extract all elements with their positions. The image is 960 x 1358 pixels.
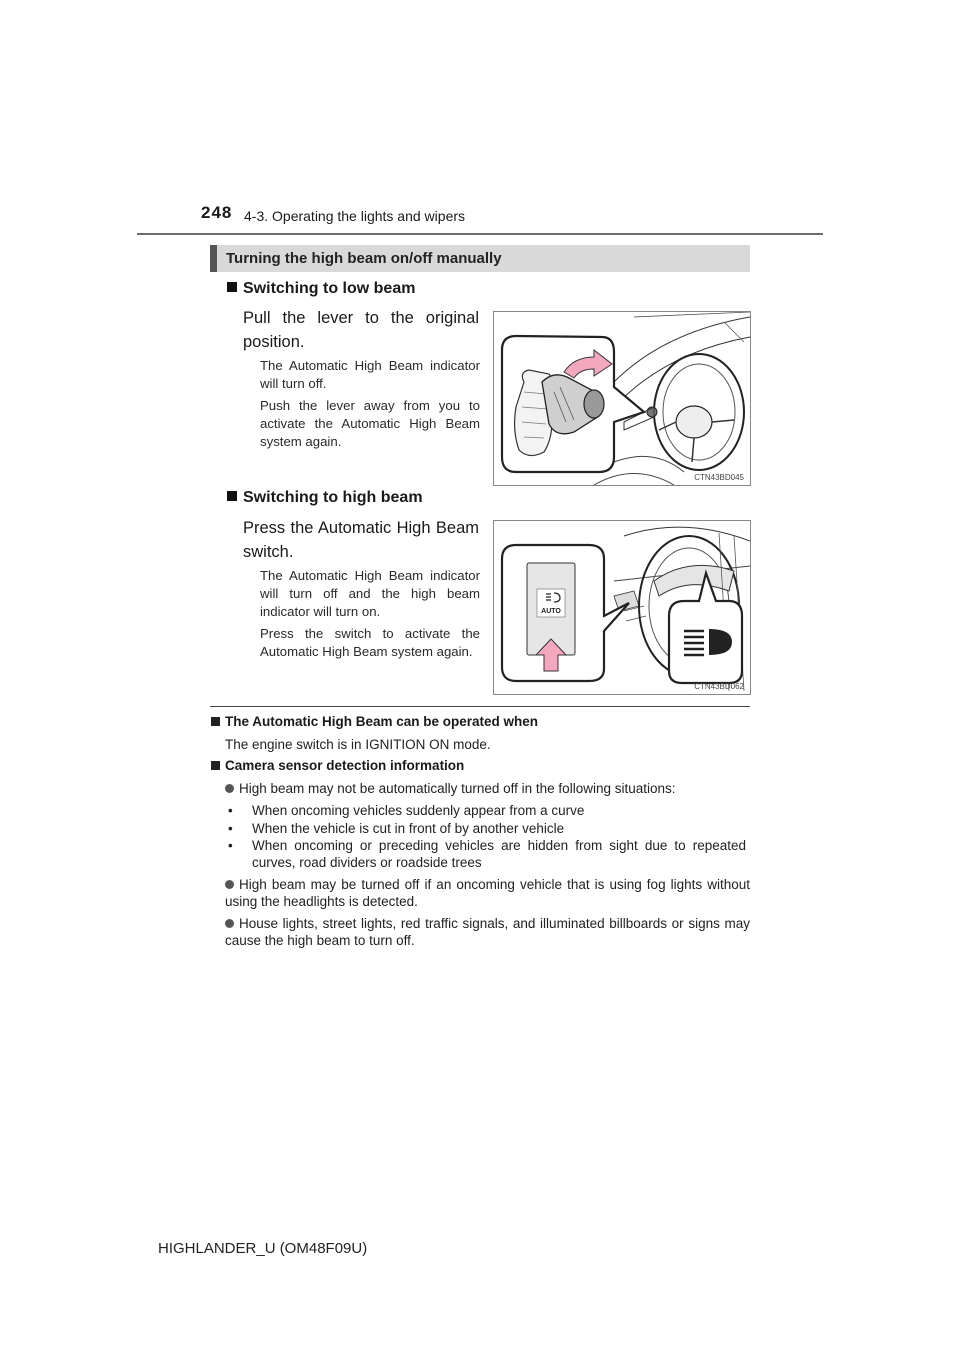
page-number: 248	[201, 203, 233, 222]
auto-switch-label: AUTO	[541, 608, 561, 615]
section-title-bar	[210, 245, 750, 272]
camera-heading: Camera sensor detection information	[211, 758, 464, 773]
low-beam-note-2: Push the lever away from you to activate the Automatic High Beam system again.	[260, 398, 480, 449]
high-beam-figure	[493, 520, 751, 695]
section-accent	[210, 245, 217, 272]
camera-bullet-2: High beam may be turned off if an oncoming vehicle that is using fog lights without using the headlights is detected.	[225, 877, 750, 909]
sub-bullet-2-text: When the vehicle is cut in front of by another vehicle	[252, 821, 565, 836]
sub-bullet-1: •	[228, 803, 241, 818]
sub-bullet-3: •	[228, 838, 241, 853]
header-rule	[137, 233, 823, 235]
high-beam-note-2: Press the switch to activate the Automatic High Beam system again.	[260, 626, 480, 659]
square-bullet-icon	[211, 717, 220, 726]
sub-bullet-1-text: When oncoming vehicles suddenly appear from a curve	[252, 803, 585, 818]
square-bullet-icon	[211, 761, 220, 770]
high-beam-note-1: The Automatic High Beam indicator will turn off and the high beam indicator will turn on.	[260, 568, 480, 619]
low-beam-figure-code: CTN43BD045	[694, 473, 744, 482]
high-beam-heading: Switching to high beam	[227, 489, 423, 507]
round-bullet-icon	[225, 919, 234, 928]
camera-bullet-1: High beam may not be automatically turned off in the following situations:	[225, 780, 750, 797]
low-beam-instruction: Pull the lever to the original position.	[243, 309, 479, 351]
round-bullet-icon	[225, 880, 234, 889]
running-head: 4-3. Operating the lights and wipers	[244, 208, 466, 224]
footer-model: HIGHLANDER_U (OM48F09U)	[158, 1240, 368, 1257]
dashboard-switch-illustration	[494, 521, 750, 694]
low-beam-figure	[493, 311, 751, 486]
operate-text: The engine switch is in IGNITION ON mode.	[225, 737, 491, 752]
sub-bullet-2: •	[228, 821, 241, 836]
camera-bullet-3: House lights, street lights, red traffic signals, and illuminated billboards or signs may cause the high beam to turn off.	[225, 916, 750, 948]
sub-bullet-3-text: When oncoming or preceding vehicles are hidden from sight due to repeated curves, road dividers or roadside trees	[252, 838, 746, 870]
steering-lever-illustration	[494, 312, 750, 485]
low-beam-note-1: The Automatic High Beam indicator will turn off.	[260, 358, 480, 391]
high-beam-instruction: Press the Automatic High Beam switch.	[243, 519, 479, 561]
round-bullet-icon	[225, 784, 234, 793]
square-bullet-icon	[227, 491, 237, 501]
square-bullet-icon	[227, 282, 237, 292]
section-title: Turning the high beam on/off manually	[226, 250, 502, 267]
info-divider	[210, 706, 750, 707]
high-beam-figure-code: CTN43BD062	[694, 682, 744, 691]
operate-heading: The Automatic High Beam can be operated when	[211, 714, 538, 729]
low-beam-heading: Switching to low beam	[227, 280, 415, 298]
